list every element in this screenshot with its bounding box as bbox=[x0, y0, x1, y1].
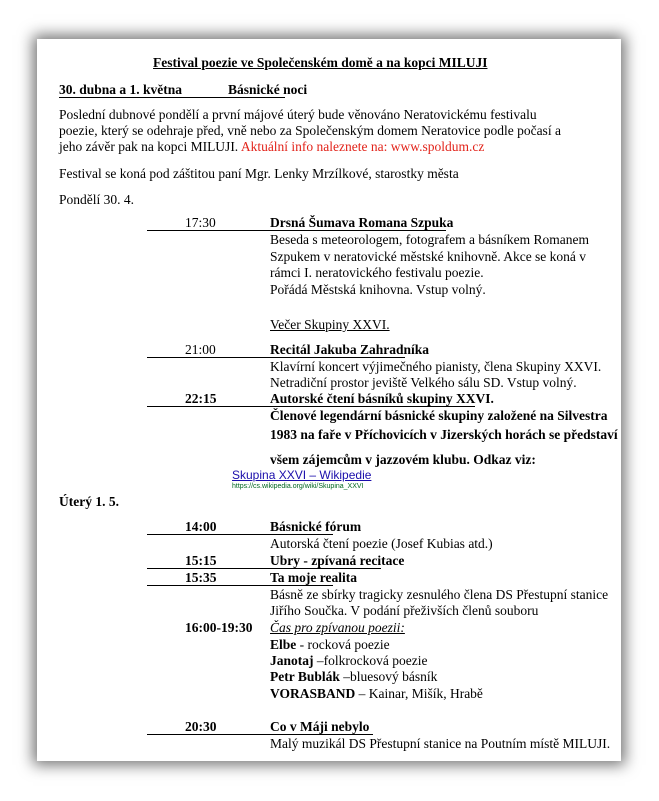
wikipedia-link[interactable]: Skupina XXVI – Wikipedie bbox=[232, 468, 372, 482]
event-desc-line: Autorská čtení poezie (Josef Kubias atd.) bbox=[270, 536, 493, 551]
act-desc: – Kainar, Mišík, Hrabě bbox=[355, 686, 483, 701]
day-label-tuesday: Úterý 1. 5. bbox=[59, 494, 119, 509]
wikipedia-url: https://cs.wikipedia.org/wiki/Skupina_XXVI bbox=[232, 483, 364, 490]
document-page bbox=[37, 39, 621, 761]
event-time: 14:00 bbox=[185, 519, 217, 534]
event-title: Recitál Jakuba Zahradníka bbox=[270, 342, 430, 357]
act-desc: –bluesový básník bbox=[339, 669, 438, 684]
event-title: Co v Máji nebylo bbox=[270, 719, 370, 734]
event-title: Čas pro zpívanou poezii: bbox=[270, 620, 405, 635]
patronage-text: Festival se koná pod záštitou paní Mgr. Lenky Mrzílkové, starostky města bbox=[59, 166, 459, 181]
event-desc-line: Malý muzikál DS Přestupní stanice na Poutním místě MILUJI. bbox=[270, 736, 611, 751]
event-underline bbox=[147, 230, 446, 231]
event-time: 20:30 bbox=[185, 719, 217, 734]
event-desc-line: rámci I. neratovického festivalu poezie. bbox=[270, 265, 484, 280]
event-underline bbox=[147, 568, 381, 569]
act-name: VORASBAND bbox=[270, 686, 356, 701]
act-desc: - rocková poezie bbox=[296, 637, 390, 652]
document-title: Festival poezie ve Společenském domě a na kopci MILUJI bbox=[153, 55, 488, 70]
event-desc-line: Klavírní koncert výjimečného pianisty, člena Skupiny XXVI. bbox=[270, 359, 602, 374]
act-item bbox=[270, 637, 390, 653]
event-title: Drsná Šumava Romana Szpuka bbox=[270, 215, 454, 230]
event-desc-line: Jiřího Součka. V podání přeživších členů souboru bbox=[270, 603, 539, 618]
act-item bbox=[270, 653, 427, 669]
event-time: 21:00 bbox=[185, 342, 216, 357]
event-name: Básnické noci bbox=[228, 82, 308, 97]
event-desc-line: Netradiční prostor jeviště Velkého sálu SD. Vstup volný. bbox=[270, 375, 577, 390]
event-underline bbox=[147, 585, 333, 586]
act-item bbox=[270, 669, 437, 685]
event-desc-line: Szpukem v neratovické městské knihovně. Akce se koná v bbox=[270, 249, 587, 264]
event-desc-line: Básně ze sbírky tragicky zesnulého člena DS Přestupní stanice bbox=[270, 587, 609, 602]
event-title: Básnické fórum bbox=[270, 519, 362, 534]
event-underline bbox=[147, 534, 333, 535]
event-time: 22:15 bbox=[185, 391, 217, 406]
event-time: 15:15 bbox=[185, 553, 217, 568]
event-desc-line: Členové legendární básnické skupiny založené na Silvestra bbox=[270, 408, 608, 423]
event-desc-line: Beseda s meteorologem, fotografem a básníkem Romanem bbox=[270, 232, 590, 247]
event-title: Autorské čtení básníků skupiny XXVI. bbox=[270, 391, 494, 406]
act-item bbox=[270, 686, 483, 702]
event-desc-line: 1983 na faře v Příchovicích v Jizerských horách se představí bbox=[270, 427, 618, 442]
intro-line-2: poezie, který se odehraje před, vně nebo za Společenským domem Neratovice podle počasí a bbox=[59, 123, 561, 138]
event-title: Ubry - zpívaná recitace bbox=[270, 553, 405, 568]
day-label-monday: Pondělí 30. 4. bbox=[59, 192, 135, 207]
section-heading: Večer Skupiny XXVI. bbox=[270, 317, 390, 332]
event-time: 17:30 bbox=[185, 215, 216, 230]
intro-text: jeho závěr pak na kopci MILUJI. bbox=[59, 139, 239, 154]
act-name: Petr Bublák bbox=[270, 669, 340, 684]
intro-line-1: Poslední dubnové pondělí a první májové úterý bude věnováno Neratovickému festivalu bbox=[59, 107, 537, 122]
event-time: 16:00-19:30 bbox=[185, 620, 253, 635]
date-range: 30. dubna a 1. května bbox=[59, 82, 183, 97]
info-link[interactable]: Aktuální info naleznete na: www.spoldum.cz bbox=[238, 139, 485, 154]
intro-line-3 bbox=[59, 139, 484, 155]
event-underline bbox=[147, 357, 405, 358]
event-underline bbox=[147, 734, 373, 735]
event-desc-line: Pořádá Městská knihovna. Vstup volný. bbox=[270, 282, 486, 297]
event-time: 15:35 bbox=[185, 570, 217, 585]
act-desc: –folkrocková poezie bbox=[313, 653, 428, 668]
act-name: Janotaj bbox=[270, 653, 314, 668]
event-desc-line: všem zájemcům v jazzovém klubu. Odkaz viz: bbox=[270, 452, 536, 467]
event-underline bbox=[147, 406, 475, 407]
act-name: Elbe bbox=[270, 637, 297, 652]
event-title: Ta moje realita bbox=[270, 570, 357, 585]
header-underline bbox=[59, 97, 285, 98]
